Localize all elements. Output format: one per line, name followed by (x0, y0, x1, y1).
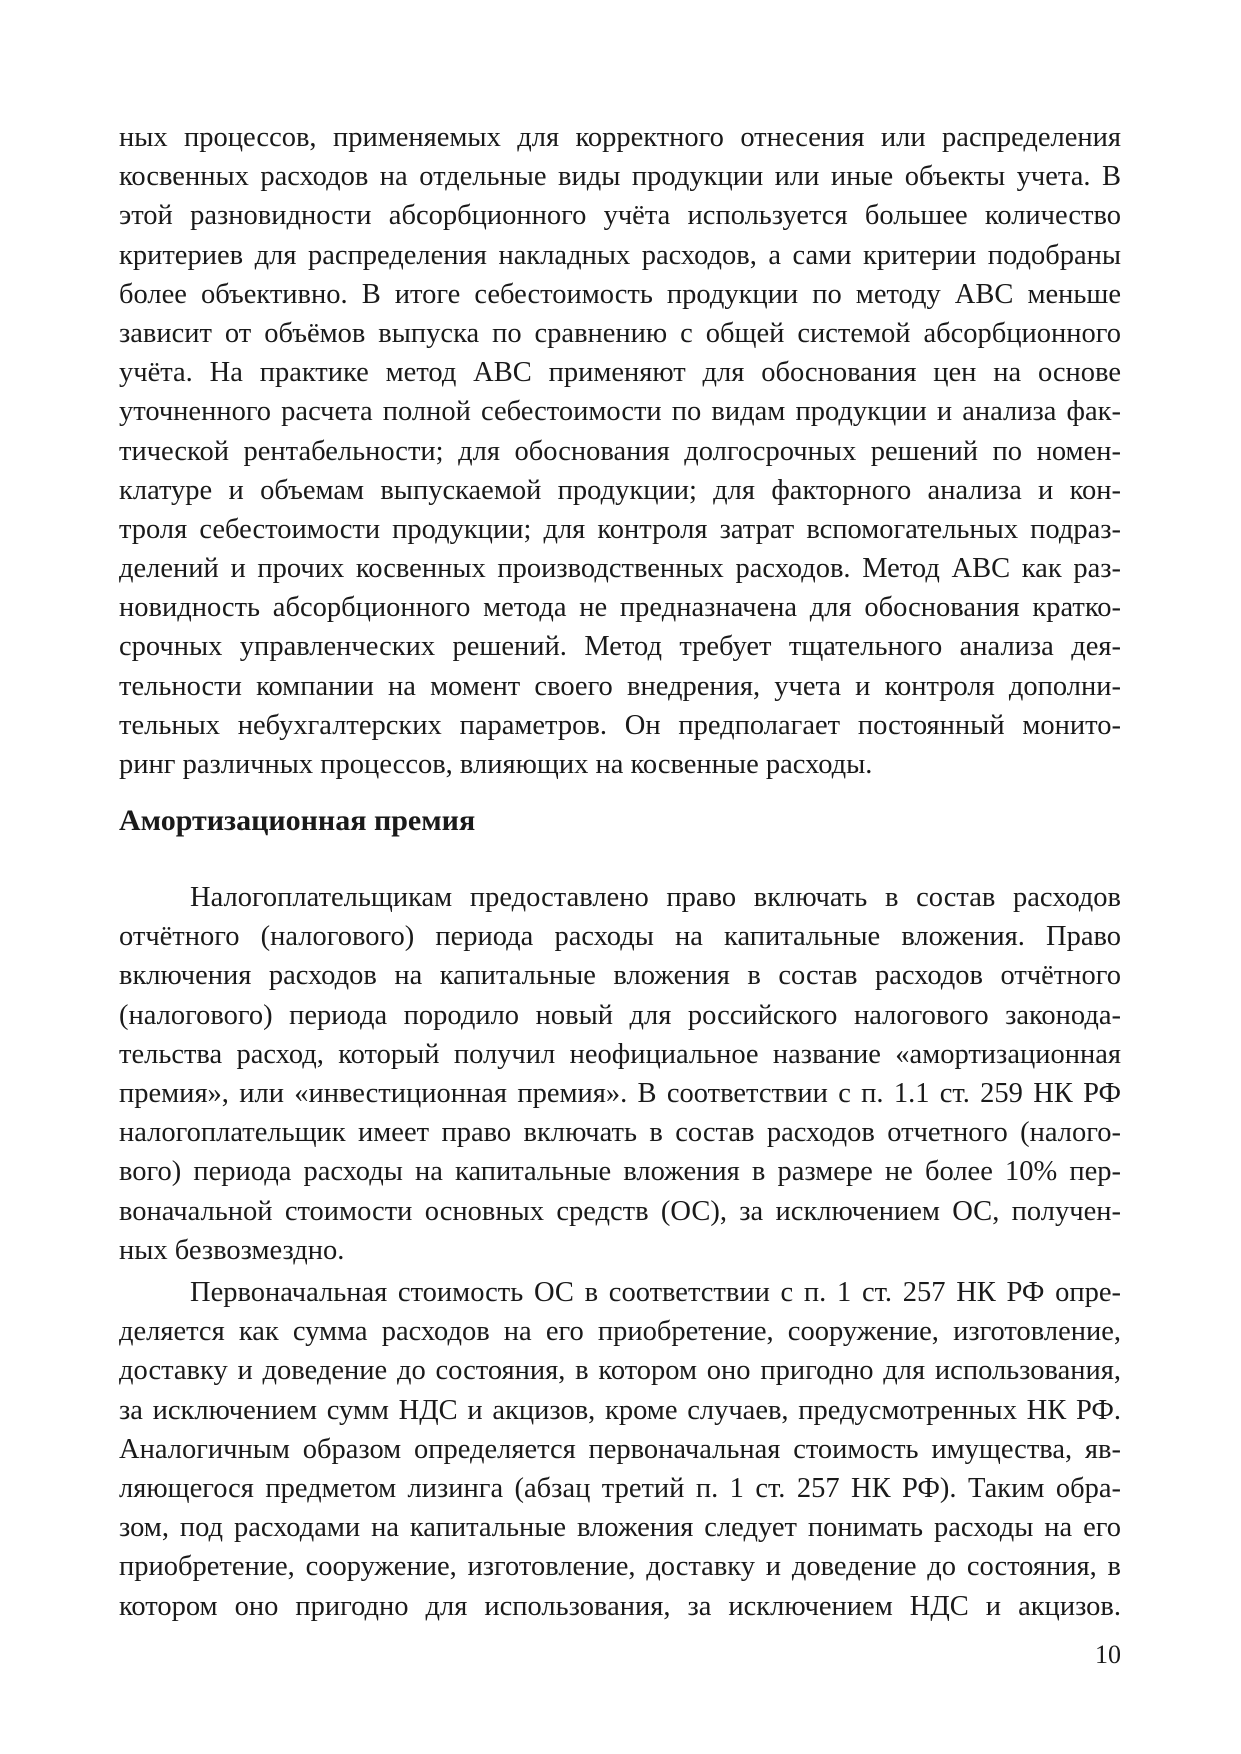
text-line: доставку и доведение до состояния, в котором оно пригодно для использования, (119, 1355, 1121, 1387)
text-line: деляется как сумма расходов на его приобретение, сооружение, изготовление, (119, 1316, 1121, 1348)
text-line: тельности компании на момент своего внедрения, учета и контроля дополни- (119, 670, 1121, 702)
text-line: ных безвозмездно. (119, 1234, 345, 1266)
text-line: Аналогичным образом определяется первоначальная стоимость имущества, яв- (119, 1433, 1121, 1465)
text-line: (налогового) периода породило новый для российского налогового законода- (119, 999, 1121, 1031)
text-line: срочных управленческих решений. Метод требует тщательного анализа дея- (119, 631, 1121, 663)
text-line: тельства расход, который получил неофициальное название «амортизационная (119, 1038, 1121, 1070)
text-line: ляющегося предметом лизинга (абзац третий п. 1 ст. 257 НК РФ). Таким обра- (119, 1472, 1121, 1504)
text-line: Первоначальная стоимость ОС в соответствии с п. 1 ст. 257 НК РФ опре- (190, 1277, 1121, 1308)
text-line: котором оно пригодно для использования, за исключением НДС и акцизов. (119, 1590, 1121, 1622)
text-line: троля себестоимости продукции; для контроля затрат вспомогательных подраз- (119, 513, 1121, 545)
section-heading: Амортизационная премия (119, 804, 476, 837)
paragraph-depreciation-bonus (119, 878, 1121, 1270)
text-line: ных процессов, применяемых для корректного отнесения или распределения (119, 122, 1121, 153)
text-line: более объективно. В итоге себестоимость продукции по методу ABC меньше (119, 278, 1121, 310)
text-line: ринг различных процессов, влияющих на косвенные расходы. (119, 749, 873, 780)
text-line: включения расходов на капитальные вложения в состав расходов отчётного (119, 960, 1121, 992)
paragraph-abc-method (119, 118, 1121, 784)
text-line: косвенных расходов на отдельные виды продукции или иные объекты учета. В (119, 161, 1121, 193)
text-line: за исключением сумм НДС и акцизов, кроме случаев, предусмотренных НК РФ. (119, 1394, 1121, 1426)
text-line: Налогоплательщикам предоставлено право включать в состав расходов (190, 882, 1121, 913)
text-line: тельных небухгалтерских параметров. Он предполагает постоянный монито- (119, 709, 1121, 741)
text-line: зависит от объёмов выпуска по сравнению с общей системой абсорбционного (119, 317, 1121, 349)
text-line: учёта. На практике метод ABC применяют для обоснования цен на основе (119, 357, 1121, 389)
text-line: налогоплательщик имеет право включать в состав расходов отчетного (налого- (119, 1117, 1121, 1149)
text-line: этой разновидности абсорбционного учёта используется большее количество (119, 200, 1121, 232)
text-line: отчётного (налогового) периода расходы на капитальные вложения. Право (119, 921, 1121, 953)
text-line: критериев для распределения накладных расходов, а сами критерии подобраны (119, 239, 1121, 271)
text-line: делений и прочих косвенных производственных расходов. Метод ABC как раз- (119, 553, 1121, 585)
text-line: воначальной стоимости основных средств (ОС), за исключением ОС, получен- (119, 1195, 1121, 1227)
text-line: премия», или «инвестиционная премия». В соответствии с п. 1.1 ст. 259 НК РФ (119, 1077, 1121, 1109)
text-line: тической рентабельности; для обоснования долгосрочных решений по номен- (119, 435, 1121, 467)
text-line: уточненного расчета полной себестоимости по видам продукции и анализа фак- (119, 396, 1121, 428)
text-line: вого) периода расходы на капитальные вложения в размере не более 10% пер- (119, 1156, 1121, 1188)
text-line: приобретение, сооружение, изготовление, доставку и доведение до состояния, в (119, 1551, 1121, 1583)
text-line: зом, под расходами на капитальные вложения следует понимать расходы на его (119, 1512, 1121, 1544)
paragraph-initial-cost (119, 1273, 1121, 1626)
page-number: 10 (1095, 1640, 1121, 1669)
text-line: новидность абсорбционного метода не предназначена для обоснования кратко- (119, 592, 1121, 624)
text-line: клатуре и объемам выпускаемой продукции; для факторного анализа и кон- (119, 474, 1121, 506)
